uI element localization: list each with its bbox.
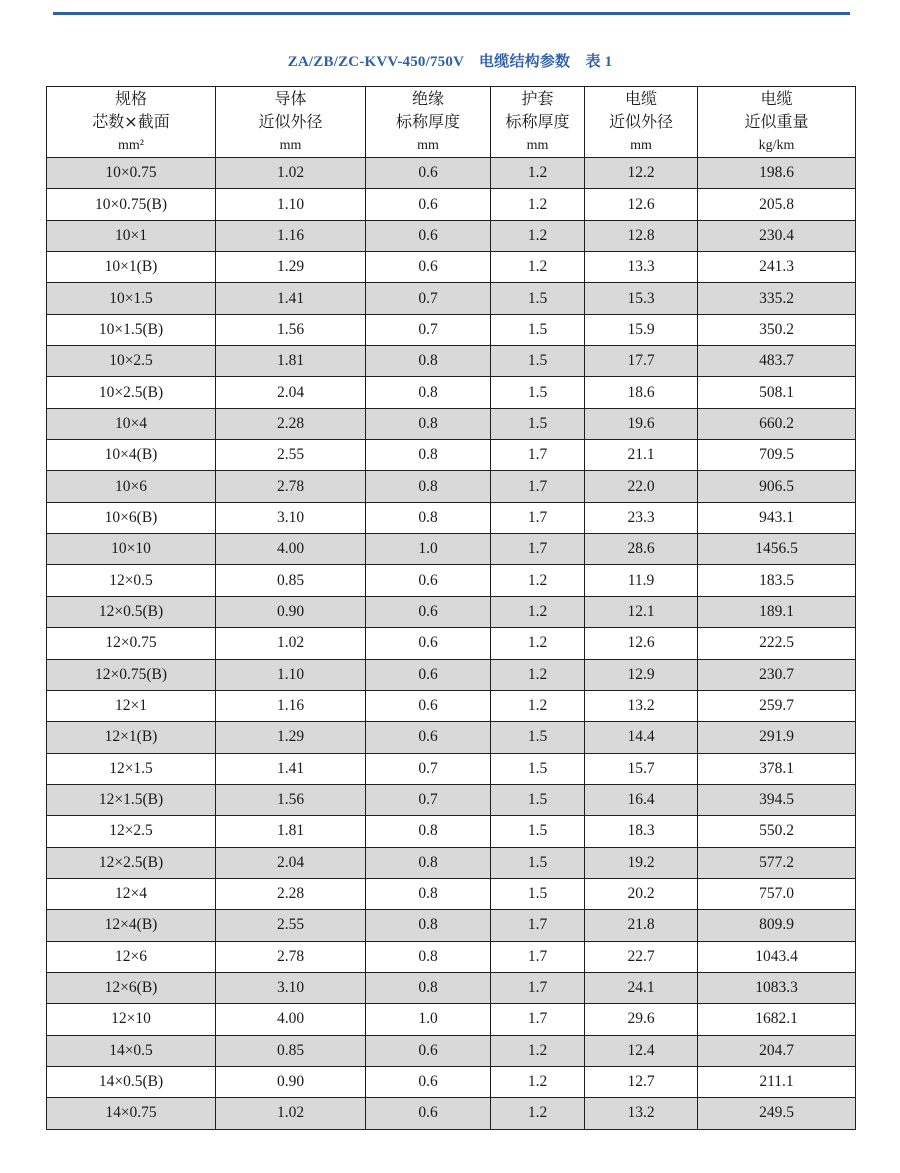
table-row bbox=[47, 377, 856, 408]
sheath-thickness-cell: 1.2 bbox=[491, 1035, 585, 1066]
conductor-diameter-cell: 1.41 bbox=[216, 753, 366, 784]
table-row bbox=[47, 722, 856, 753]
cable-weight-cell: 205.8 bbox=[698, 189, 856, 220]
spec-cell: 10×0.75(B) bbox=[47, 189, 216, 220]
conductor-diameter-cell: 1.81 bbox=[216, 816, 366, 847]
spec-cell: 12×2.5 bbox=[47, 816, 216, 847]
spec-cell: 12×6(B) bbox=[47, 972, 216, 1003]
cable-diameter-cell: 18.6 bbox=[585, 377, 698, 408]
cable-diameter-cell: 22.7 bbox=[585, 941, 698, 972]
table-row bbox=[47, 565, 856, 596]
cable-diameter-header bbox=[585, 87, 698, 158]
cable-weight-cell: 241.3 bbox=[698, 252, 856, 283]
cable-weight-cell: 1043.4 bbox=[698, 941, 856, 972]
page-title: ZA/ZB/ZC-KVV-450/750V 电缆结构参数 表 1 bbox=[287, 54, 613, 70]
header-line: 电缆 bbox=[624, 89, 657, 108]
cable-diameter-cell: 19.6 bbox=[585, 408, 698, 439]
insulation-thickness-cell: 0.8 bbox=[366, 941, 491, 972]
cable-diameter-cell: 29.6 bbox=[585, 1004, 698, 1035]
spec-cell: 10×4(B) bbox=[47, 440, 216, 471]
cable-weight-cell: 350.2 bbox=[698, 314, 856, 345]
spec-cell: 10×2.5(B) bbox=[47, 377, 216, 408]
cable-weight-cell: 183.5 bbox=[698, 565, 856, 596]
table-row bbox=[47, 502, 856, 533]
conductor-diameter-cell: 1.02 bbox=[216, 158, 366, 189]
header-unit: mm bbox=[279, 138, 302, 153]
spec-cell: 12×4(B) bbox=[47, 910, 216, 941]
sheath-thickness-cell: 1.5 bbox=[491, 784, 585, 815]
cable-weight-cell: 660.2 bbox=[698, 408, 856, 439]
cable-weight-cell: 222.5 bbox=[698, 628, 856, 659]
sheath-thickness-cell: 1.5 bbox=[491, 816, 585, 847]
conductor-diameter-cell: 1.16 bbox=[216, 690, 366, 721]
insulation-thickness-cell: 0.8 bbox=[366, 910, 491, 941]
header-unit: mm bbox=[417, 138, 439, 153]
header-line: 护套 bbox=[521, 89, 554, 108]
sheath-thickness-cell: 1.7 bbox=[491, 1004, 585, 1035]
spec-header bbox=[47, 87, 216, 158]
table-row bbox=[47, 753, 856, 784]
insulation-thickness-header bbox=[366, 87, 491, 158]
cable-weight-cell: 577.2 bbox=[698, 847, 856, 878]
insulation-thickness-cell: 0.8 bbox=[366, 408, 491, 439]
table-row bbox=[47, 220, 856, 251]
cable-diameter-cell: 12.7 bbox=[585, 1066, 698, 1097]
header-line: 电缆 bbox=[760, 89, 793, 108]
spec-cell: 12×1 bbox=[47, 690, 216, 721]
top-divider bbox=[53, 12, 850, 15]
cable-diameter-cell: 12.6 bbox=[585, 189, 698, 220]
conductor-diameter-cell: 0.90 bbox=[216, 596, 366, 627]
sheath-thickness-cell: 1.5 bbox=[491, 878, 585, 909]
spec-cell: 10×1(B) bbox=[47, 252, 216, 283]
spec-cell: 12×1(B) bbox=[47, 722, 216, 753]
table-row bbox=[47, 1004, 856, 1035]
table-row bbox=[47, 878, 856, 909]
cable-weight-cell: 230.4 bbox=[698, 220, 856, 251]
insulation-thickness-cell: 0.6 bbox=[366, 220, 491, 251]
insulation-thickness-cell: 0.8 bbox=[366, 878, 491, 909]
spec-cell: 12×4 bbox=[47, 878, 216, 909]
sheath-thickness-cell: 1.5 bbox=[491, 377, 585, 408]
sheath-thickness-cell: 1.2 bbox=[491, 659, 585, 690]
cable-weight-cell: 394.5 bbox=[698, 784, 856, 815]
cable-weight-cell: 291.9 bbox=[698, 722, 856, 753]
table-row bbox=[47, 628, 856, 659]
cable-diameter-cell: 21.8 bbox=[585, 910, 698, 941]
spec-cell: 10×1 bbox=[47, 220, 216, 251]
conductor-diameter-cell: 3.10 bbox=[216, 972, 366, 1003]
cable-weight-cell: 508.1 bbox=[698, 377, 856, 408]
cable-diameter-cell: 24.1 bbox=[585, 972, 698, 1003]
conductor-diameter-cell: 2.55 bbox=[216, 910, 366, 941]
insulation-thickness-cell: 1.0 bbox=[366, 1004, 491, 1035]
header-line: 规格 bbox=[114, 89, 147, 108]
cable-diameter-cell: 16.4 bbox=[585, 784, 698, 815]
cable-weight-header bbox=[698, 87, 856, 158]
header-unit: mm bbox=[630, 138, 652, 153]
insulation-thickness-cell: 0.6 bbox=[366, 1098, 491, 1129]
insulation-thickness-cell: 0.6 bbox=[366, 189, 491, 220]
spec-cell: 10×2.5 bbox=[47, 346, 216, 377]
sheath-thickness-cell: 1.2 bbox=[491, 690, 585, 721]
spec-cell: 10×1.5 bbox=[47, 283, 216, 314]
spec-cell: 14×0.5 bbox=[47, 1035, 216, 1066]
conductor-diameter-cell: 1.56 bbox=[216, 784, 366, 815]
cable-diameter-cell: 12.6 bbox=[585, 628, 698, 659]
conductor-diameter-cell: 1.29 bbox=[216, 252, 366, 283]
spec-cell: 12×10 bbox=[47, 1004, 216, 1035]
cable-weight-cell: 249.5 bbox=[698, 1098, 856, 1129]
spec-cell: 12×0.75(B) bbox=[47, 659, 216, 690]
insulation-thickness-cell: 0.6 bbox=[366, 252, 491, 283]
cable-weight-cell: 709.5 bbox=[698, 440, 856, 471]
conductor-diameter-cell: 0.85 bbox=[216, 565, 366, 596]
sheath-thickness-cell: 1.5 bbox=[491, 283, 585, 314]
sheath-thickness-cell: 1.2 bbox=[491, 189, 585, 220]
table-row bbox=[47, 408, 856, 439]
header-unit: kg/km bbox=[758, 138, 795, 153]
cable-weight-cell: 1682.1 bbox=[698, 1004, 856, 1035]
cable-weight-cell: 198.6 bbox=[698, 158, 856, 189]
table-row bbox=[47, 314, 856, 345]
table-row bbox=[47, 534, 856, 565]
header-line: 导体 bbox=[274, 89, 307, 108]
insulation-thickness-cell: 0.8 bbox=[366, 816, 491, 847]
cable-diameter-cell: 13.2 bbox=[585, 690, 698, 721]
cable-weight-cell: 259.7 bbox=[698, 690, 856, 721]
table-row bbox=[47, 659, 856, 690]
cable-diameter-cell: 20.2 bbox=[585, 878, 698, 909]
conductor-diameter-cell: 2.04 bbox=[216, 377, 366, 408]
header-line: 近似重量 bbox=[744, 112, 809, 131]
sheath-thickness-cell: 1.7 bbox=[491, 471, 585, 502]
spec-cell: 10×10 bbox=[47, 534, 216, 565]
cable-weight-cell: 378.1 bbox=[698, 753, 856, 784]
insulation-thickness-cell: 0.8 bbox=[366, 346, 491, 377]
sheath-thickness-cell: 1.2 bbox=[491, 1098, 585, 1129]
table-row bbox=[47, 440, 856, 471]
spec-cell: 12×0.5(B) bbox=[47, 596, 216, 627]
table-row bbox=[47, 471, 856, 502]
conductor-diameter-cell: 2.04 bbox=[216, 847, 366, 878]
insulation-thickness-cell: 0.7 bbox=[366, 314, 491, 345]
sheath-thickness-cell: 1.5 bbox=[491, 722, 585, 753]
spec-cell: 12×1.5 bbox=[47, 753, 216, 784]
insulation-thickness-cell: 0.6 bbox=[366, 722, 491, 753]
sheath-thickness-cell: 1.5 bbox=[491, 753, 585, 784]
header-line: 绝缘 bbox=[411, 89, 444, 108]
insulation-thickness-cell: 0.8 bbox=[366, 471, 491, 502]
cable-diameter-cell: 12.1 bbox=[585, 596, 698, 627]
spec-cell: 12×0.5 bbox=[47, 565, 216, 596]
sheath-thickness-cell: 1.5 bbox=[491, 408, 585, 439]
cable-weight-cell: 1456.5 bbox=[698, 534, 856, 565]
conductor-diameter-cell: 1.41 bbox=[216, 283, 366, 314]
spec-cell: 10×4 bbox=[47, 408, 216, 439]
conductor-diameter-cell: 1.10 bbox=[216, 659, 366, 690]
insulation-thickness-cell: 0.8 bbox=[366, 440, 491, 471]
table-row bbox=[47, 847, 856, 878]
cable-diameter-cell: 21.1 bbox=[585, 440, 698, 471]
conductor-diameter-header bbox=[216, 87, 366, 158]
sheath-thickness-cell: 1.2 bbox=[491, 565, 585, 596]
cable-diameter-cell: 17.7 bbox=[585, 346, 698, 377]
conductor-diameter-cell: 2.78 bbox=[216, 471, 366, 502]
table-row bbox=[47, 1098, 856, 1129]
cable-diameter-cell: 14.4 bbox=[585, 722, 698, 753]
sheath-thickness-cell: 1.5 bbox=[491, 847, 585, 878]
conductor-diameter-cell: 1.02 bbox=[216, 1098, 366, 1129]
sheath-thickness-cell: 1.7 bbox=[491, 972, 585, 1003]
spec-cell: 12×1.5(B) bbox=[47, 784, 216, 815]
insulation-thickness-cell: 0.6 bbox=[366, 1035, 491, 1066]
sheath-thickness-cell: 1.7 bbox=[491, 534, 585, 565]
conductor-diameter-cell: 2.28 bbox=[216, 878, 366, 909]
insulation-thickness-cell: 0.6 bbox=[366, 690, 491, 721]
insulation-thickness-cell: 0.8 bbox=[366, 377, 491, 408]
insulation-thickness-cell: 0.7 bbox=[366, 784, 491, 815]
sheath-thickness-cell: 1.5 bbox=[491, 314, 585, 345]
insulation-thickness-cell: 1.0 bbox=[366, 534, 491, 565]
sheath-thickness-header bbox=[491, 87, 585, 158]
table-row bbox=[47, 816, 856, 847]
table-row bbox=[47, 596, 856, 627]
insulation-thickness-cell: 0.6 bbox=[366, 659, 491, 690]
insulation-thickness-cell: 0.6 bbox=[366, 596, 491, 627]
spec-cell: 10×6 bbox=[47, 471, 216, 502]
conductor-diameter-cell: 1.81 bbox=[216, 346, 366, 377]
cable-diameter-cell: 11.9 bbox=[585, 565, 698, 596]
sheath-thickness-cell: 1.2 bbox=[491, 596, 585, 627]
table-body bbox=[47, 158, 856, 1130]
sheath-thickness-cell: 1.7 bbox=[491, 910, 585, 941]
table-header-row bbox=[47, 87, 856, 158]
cable-weight-cell: 809.9 bbox=[698, 910, 856, 941]
table-row bbox=[47, 784, 856, 815]
header-unit: mm² bbox=[118, 138, 144, 153]
table-row bbox=[47, 1066, 856, 1097]
cable-diameter-cell: 13.3 bbox=[585, 252, 698, 283]
cable-weight-cell: 211.1 bbox=[698, 1066, 856, 1097]
insulation-thickness-cell: 0.8 bbox=[366, 847, 491, 878]
table-row bbox=[47, 158, 856, 189]
table-row bbox=[47, 346, 856, 377]
cable-diameter-cell: 12.2 bbox=[585, 158, 698, 189]
table-row bbox=[47, 189, 856, 220]
insulation-thickness-cell: 0.8 bbox=[366, 502, 491, 533]
spec-cell: 14×0.75 bbox=[47, 1098, 216, 1129]
insulation-thickness-cell: 0.7 bbox=[366, 753, 491, 784]
table-row bbox=[47, 910, 856, 941]
cable-weight-cell: 1083.3 bbox=[698, 972, 856, 1003]
cable-weight-cell: 757.0 bbox=[698, 878, 856, 909]
cable-diameter-cell: 23.3 bbox=[585, 502, 698, 533]
header-line: 标称厚度 bbox=[395, 112, 460, 131]
cable-weight-cell: 189.1 bbox=[698, 596, 856, 627]
cable-diameter-cell: 15.9 bbox=[585, 314, 698, 345]
insulation-thickness-cell: 0.6 bbox=[366, 565, 491, 596]
insulation-thickness-cell: 0.6 bbox=[366, 628, 491, 659]
conductor-diameter-cell: 1.02 bbox=[216, 628, 366, 659]
insulation-thickness-cell: 0.6 bbox=[366, 158, 491, 189]
cable-diameter-cell: 19.2 bbox=[585, 847, 698, 878]
conductor-diameter-cell: 0.85 bbox=[216, 1035, 366, 1066]
cable-weight-cell: 230.7 bbox=[698, 659, 856, 690]
table-row bbox=[47, 972, 856, 1003]
sheath-thickness-cell: 1.2 bbox=[491, 158, 585, 189]
cable-diameter-cell: 15.3 bbox=[585, 283, 698, 314]
cable-parameter-table bbox=[46, 86, 856, 1130]
table-row bbox=[47, 1035, 856, 1066]
sheath-thickness-cell: 1.7 bbox=[491, 502, 585, 533]
conductor-diameter-cell: 1.56 bbox=[216, 314, 366, 345]
sheath-thickness-cell: 1.7 bbox=[491, 941, 585, 972]
table-row bbox=[47, 941, 856, 972]
cable-weight-cell: 335.2 bbox=[698, 283, 856, 314]
header-line: 标称厚度 bbox=[505, 112, 570, 131]
sheath-thickness-cell: 1.2 bbox=[491, 220, 585, 251]
table-row bbox=[47, 252, 856, 283]
spec-cell: 10×6(B) bbox=[47, 502, 216, 533]
spec-cell: 10×0.75 bbox=[47, 158, 216, 189]
conductor-diameter-cell: 2.55 bbox=[216, 440, 366, 471]
sheath-thickness-cell: 1.2 bbox=[491, 252, 585, 283]
sheath-thickness-cell: 1.5 bbox=[491, 346, 585, 377]
insulation-thickness-cell: 0.8 bbox=[366, 972, 491, 1003]
conductor-diameter-cell: 1.10 bbox=[216, 189, 366, 220]
cable-diameter-cell: 28.6 bbox=[585, 534, 698, 565]
spec-cell: 12×6 bbox=[47, 941, 216, 972]
conductor-diameter-cell: 2.78 bbox=[216, 941, 366, 972]
cable-weight-cell: 483.7 bbox=[698, 346, 856, 377]
table-row bbox=[47, 690, 856, 721]
cable-diameter-cell: 12.4 bbox=[585, 1035, 698, 1066]
header-unit: mm bbox=[526, 138, 549, 153]
spec-cell: 10×1.5(B) bbox=[47, 314, 216, 345]
cable-diameter-cell: 22.0 bbox=[585, 471, 698, 502]
cable-weight-cell: 906.5 bbox=[698, 471, 856, 502]
header-line: 近似外径 bbox=[258, 112, 323, 131]
conductor-diameter-cell: 1.16 bbox=[216, 220, 366, 251]
cable-diameter-cell: 13.2 bbox=[585, 1098, 698, 1129]
cable-diameter-cell: 18.3 bbox=[585, 816, 698, 847]
table-row bbox=[47, 283, 856, 314]
sheath-thickness-cell: 1.2 bbox=[491, 1066, 585, 1097]
cable-weight-cell: 204.7 bbox=[698, 1035, 856, 1066]
cable-diameter-cell: 15.7 bbox=[585, 753, 698, 784]
conductor-diameter-cell: 0.90 bbox=[216, 1066, 366, 1097]
conductor-diameter-cell: 3.10 bbox=[216, 502, 366, 533]
conductor-diameter-cell: 1.29 bbox=[216, 722, 366, 753]
spec-cell: 12×2.5(B) bbox=[47, 847, 216, 878]
spec-cell: 14×0.5(B) bbox=[47, 1066, 216, 1097]
sheath-thickness-cell: 1.7 bbox=[491, 440, 585, 471]
header-line: 近似外径 bbox=[608, 112, 673, 131]
cable-diameter-cell: 12.9 bbox=[585, 659, 698, 690]
conductor-diameter-cell: 2.28 bbox=[216, 408, 366, 439]
cable-weight-cell: 550.2 bbox=[698, 816, 856, 847]
header-line: 芯数×截面 bbox=[92, 112, 170, 131]
sheath-thickness-cell: 1.2 bbox=[491, 628, 585, 659]
spec-cell: 12×0.75 bbox=[47, 628, 216, 659]
insulation-thickness-cell: 0.7 bbox=[366, 283, 491, 314]
insulation-thickness-cell: 0.6 bbox=[366, 1066, 491, 1097]
cable-diameter-cell: 12.8 bbox=[585, 220, 698, 251]
conductor-diameter-cell: 4.00 bbox=[216, 1004, 366, 1035]
cable-weight-cell: 943.1 bbox=[698, 502, 856, 533]
conductor-diameter-cell: 4.00 bbox=[216, 534, 366, 565]
